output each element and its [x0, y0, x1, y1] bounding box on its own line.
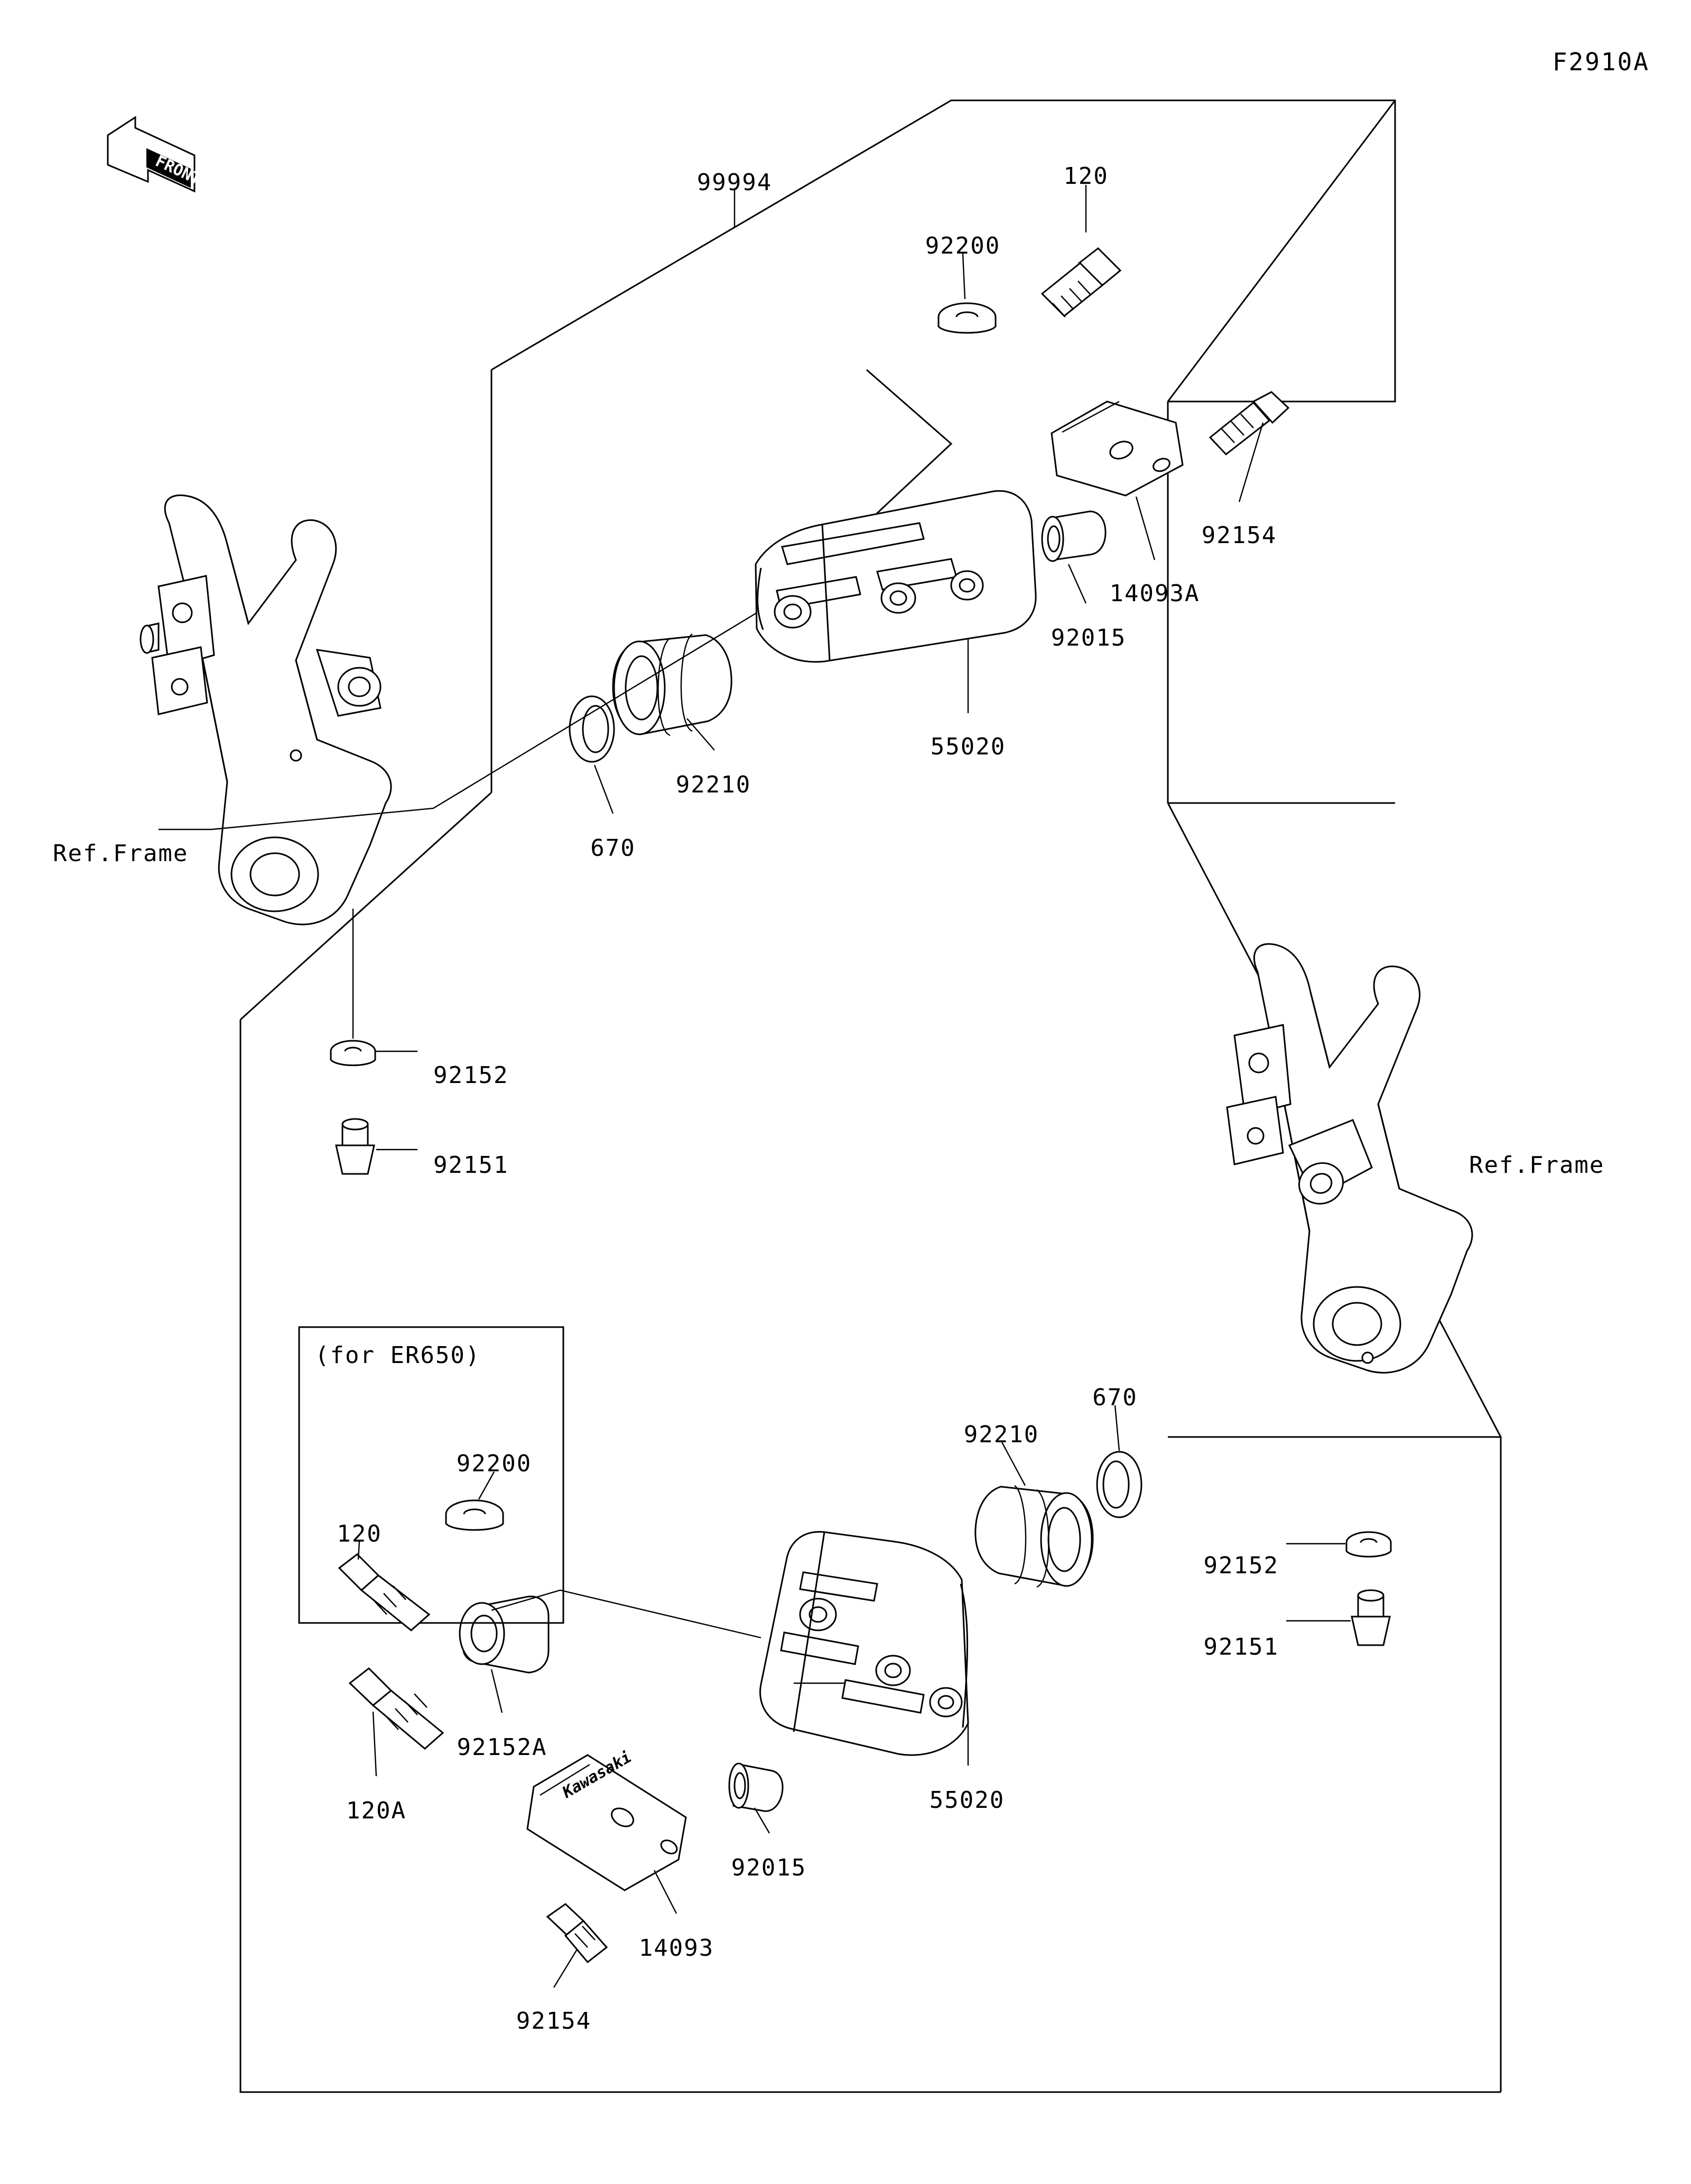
part-55020-upper [756, 491, 1036, 661]
part-callout-120b: 120 [337, 1520, 382, 1547]
er650-note: (for ER650) [315, 1342, 481, 1369]
part-callout-55020a: 55020 [930, 733, 1006, 760]
part-callout-92151b: 92151 [1203, 1634, 1279, 1660]
part-92152A [460, 1597, 549, 1673]
part-callout-670a: 670 [590, 835, 636, 862]
part-92151-lower [1352, 1590, 1390, 1645]
part-callout-55020b: 55020 [929, 1787, 1005, 1814]
part-120A [350, 1668, 443, 1749]
part-92015-lower [729, 1763, 783, 1811]
part-callout-refframe_r: Ref.Frame [1469, 1152, 1605, 1179]
part-callout-92151a_top: 92151 [433, 1152, 509, 1179]
part-92151-upper [336, 1119, 374, 1174]
front-direction-badge [85, 112, 211, 212]
part-670-upper [570, 696, 614, 762]
part-callout-92154b: 92154 [516, 2008, 592, 2034]
svg-text:Kawasaki: Kawasaki [559, 1748, 635, 1802]
part-callout-92015b: 92015 [731, 1854, 807, 1881]
part-callout-120A: 120A [346, 1797, 406, 1824]
part-callout-92152a_top: 92152 [433, 1062, 509, 1089]
sheet-code: F2910A [1552, 48, 1650, 76]
part-callout-92200b: 92200 [456, 1450, 532, 1477]
part-callout-92152A: 92152A [457, 1734, 547, 1761]
part-92154-lower [547, 1904, 607, 1962]
part-55020-lower [760, 1532, 968, 1756]
part-92210-upper [613, 634, 731, 735]
part-120-er650 [339, 1554, 429, 1630]
part-callout-92015a: 92015 [1051, 624, 1127, 651]
part-callout-refframe_l: Ref.Frame [53, 840, 189, 867]
part-92210-lower [975, 1486, 1093, 1587]
part-92152-upper [331, 1041, 375, 1066]
part-callout-670b: 670 [1092, 1384, 1138, 1411]
assembly-outline-lower [1168, 100, 1395, 803]
part-callout-92154a: 92154 [1201, 522, 1277, 549]
part-callout-14093A: 14093A [1109, 580, 1200, 607]
outline-right-lower [1168, 803, 1501, 2092]
part-14093-lower [527, 1748, 686, 1890]
part-callout-99994: 99994 [696, 169, 773, 196]
part-92200-upper [939, 303, 996, 333]
ref-frame-lower-right [1227, 944, 1472, 1373]
part-callout-92152b: 92152 [1203, 1552, 1279, 1579]
part-92152-lower [1346, 1532, 1391, 1557]
part-callout-92200: 92200 [925, 232, 1001, 259]
part-120-upper [1042, 248, 1120, 317]
part-callout-14093: 14093 [638, 1935, 714, 1962]
part-92015-upper [1042, 511, 1105, 561]
part-callout-92210a: 92210 [675, 771, 751, 798]
svg-text:FRONT: FRONT [152, 152, 204, 189]
outline-left-lower [240, 792, 1501, 2092]
part-92200-er650 [446, 1500, 503, 1530]
part-callout-92210b: 92210 [963, 1421, 1039, 1448]
part-670-lower [1097, 1452, 1141, 1517]
part-14093A [1052, 402, 1183, 496]
part-callout-120: 120 [1063, 163, 1109, 190]
